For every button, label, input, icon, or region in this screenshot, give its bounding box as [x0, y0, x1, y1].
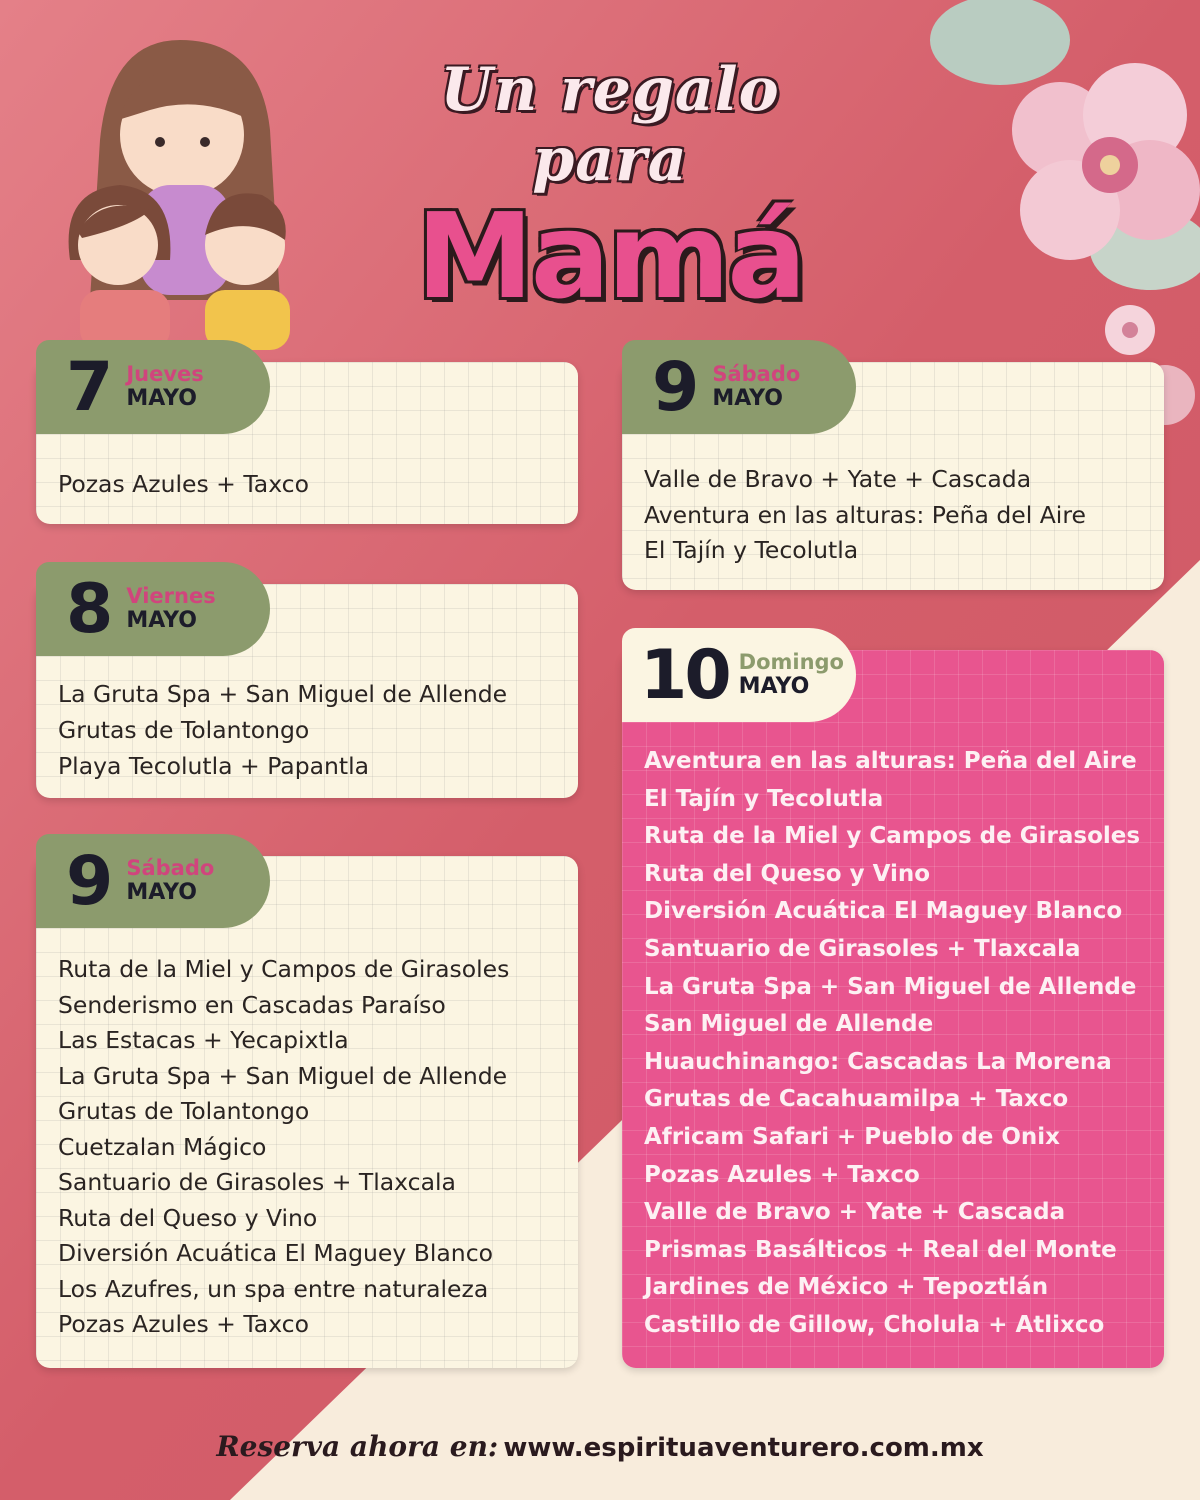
- list-item: Valle de Bravo + Yate + Cascada: [644, 465, 1032, 493]
- list-item: La Gruta Spa + San Miguel de Allende: [58, 680, 508, 708]
- page-title: [370, 55, 850, 325]
- day-tab: [622, 628, 856, 722]
- day-name: Sábado: [126, 856, 215, 881]
- footer-url-link[interactable]: www.espirituaventurero.com.mx: [503, 1433, 984, 1463]
- list-item: Ruta de la Miel y Campos de Girasoles: [58, 955, 510, 983]
- day-tab: [36, 340, 270, 434]
- activity-list: [644, 743, 1152, 1345]
- title-line-2: Mamá: [416, 187, 804, 325]
- list-item: Pozas Azules + Taxco: [58, 470, 309, 498]
- day-card-9-right: [622, 347, 1164, 590]
- list-item: Grutas de Tolantongo: [58, 1097, 310, 1125]
- day-card-10: [622, 635, 1164, 1368]
- list-item: La Gruta Spa + San Miguel de Allende: [58, 1061, 508, 1090]
- list-item: Santuario de Girasoles + Tlaxcala: [58, 1168, 456, 1196]
- day-card-9-left: [36, 841, 578, 1368]
- activity-list: [644, 462, 1152, 569]
- list-item: Diversión Acuática El Maguey Blanco: [58, 1239, 493, 1267]
- list-item: Valle de Bravo + Yate + Cascada: [644, 1199, 1066, 1226]
- list-item: Senderismo en Cascadas Paraíso: [58, 990, 446, 1019]
- day-name: Viernes: [126, 584, 216, 609]
- list-item: Ruta de la Miel y Campos de Girasoles: [644, 823, 1141, 850]
- month-name: MAYO: [712, 386, 783, 412]
- day-tab: [622, 340, 856, 434]
- list-item: La Gruta Spa + San Miguel de Allende: [644, 973, 1137, 1000]
- day-name: Jueves: [126, 362, 204, 387]
- day-number: 7: [66, 347, 111, 427]
- day-number: 9: [652, 347, 697, 427]
- list-item: Pozas Azules + Taxco: [58, 1310, 309, 1338]
- list-item: Ruta del Queso y Vino: [58, 1203, 318, 1232]
- list-item: Las Estacas + Yecapixtla: [58, 1026, 349, 1054]
- list-item: Ruta del Queso y Vino: [644, 860, 931, 887]
- month-name: MAYO: [738, 674, 810, 700]
- activity-list: [58, 676, 566, 784]
- list-item: Africam Safari + Pueblo de Onix: [644, 1123, 1060, 1150]
- month-name: MAYO: [126, 386, 197, 412]
- list-item: Diversión Acuática El Maguey Blanco: [644, 898, 1123, 925]
- list-item: Santuario de Girasoles + Tlaxcala: [644, 935, 1081, 962]
- day-card-7: [36, 347, 578, 524]
- activity-list: [58, 466, 566, 502]
- list-item: Grutas de Tolantongo: [58, 716, 310, 744]
- list-item: Castillo de Gillow, Cholula + Atlixco: [644, 1311, 1105, 1338]
- day-number: 10: [640, 635, 729, 715]
- activity-list: [58, 952, 566, 1343]
- day-name: Sábado: [712, 362, 801, 387]
- month-name: MAYO: [126, 880, 197, 906]
- list-item: Cuetzalan Mágico: [58, 1132, 267, 1161]
- list-item: Playa Tecolutla + Papantla: [58, 752, 370, 780]
- list-item: El Tajín y Tecolutla: [644, 536, 859, 564]
- day-number: 8: [66, 569, 111, 649]
- footer: [0, 1430, 1200, 1463]
- list-item: El Tajín y Tecolutla: [644, 785, 884, 812]
- list-item: Huauchinango: Cascadas La Morena: [644, 1048, 1112, 1075]
- list-item: Prismas Basálticos + Real del Monte: [644, 1236, 1117, 1263]
- title-line-1: Un regalo para: [440, 55, 780, 195]
- day-tab: [36, 834, 270, 928]
- list-item: Aventura en las alturas: Peña del Aire: [644, 500, 1086, 529]
- list-item: Aventura en las alturas: Peña del Aire: [644, 748, 1137, 774]
- list-item: Grutas de Cacahuamilpa + Taxco: [644, 1086, 1069, 1113]
- day-name: Domingo: [738, 650, 844, 675]
- list-item: San Miguel de Allende: [644, 1011, 934, 1038]
- list-item: Los Azufres, un spa entre naturaleza: [58, 1274, 489, 1303]
- day-card-8: [36, 569, 578, 798]
- day-number: 9: [66, 841, 111, 921]
- list-item: Pozas Azules + Taxco: [644, 1161, 920, 1188]
- list-item: Jardines de México + Tepoztlán: [644, 1274, 1049, 1301]
- day-tab: [36, 562, 270, 656]
- month-name: MAYO: [126, 608, 197, 634]
- footer-label: Reserva ahora en:: [216, 1430, 499, 1463]
